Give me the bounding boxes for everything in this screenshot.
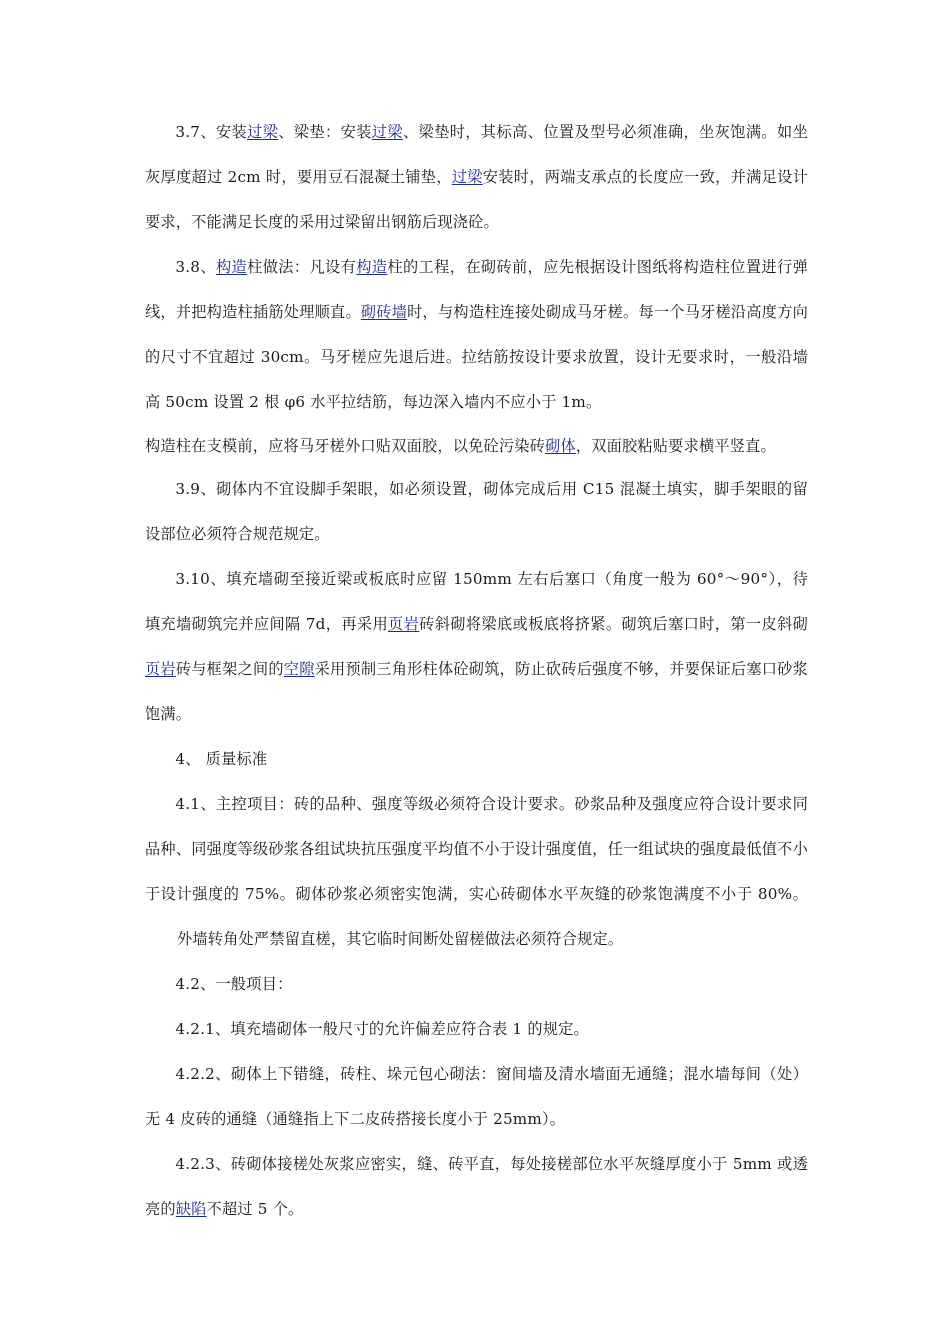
term-link[interactable]: 砌砖墙: [360, 303, 408, 321]
paragraph-4-2-1: [145, 1007, 808, 1052]
paragraph-text: 柱的工程，在砌砖前，应先根据设计图纸将构造柱位置进行弹线，并把构造柱插筋处理顺直。: [145, 258, 808, 321]
paragraph-text: 4.2.2、砌体上下错缝，砖柱、垛元包心砌法：窗间墙及清水墙面无通缝；混水墙每间（处）无 4 皮砖的通缝（通缝指上下二皮砖搭接长度小于 25mm）。: [145, 1065, 808, 1128]
paragraph-4-2-3: [145, 1142, 808, 1232]
paragraph-text: 4.2、一般项目：: [175, 975, 293, 993]
paragraph-3-10: [145, 557, 808, 737]
paragraph-text: ，双面胶粘贴要求横平竖直。: [575, 437, 776, 455]
paragraph-text: 、梁垫：安装: [278, 123, 372, 141]
term-link[interactable]: 过梁: [371, 123, 403, 141]
paragraph-text: 采用预制三角形柱体砼砌筑，防止砍砖后强度不够，并要保证后塞口砂浆饱满。: [145, 660, 808, 723]
term-link[interactable]: 页岩: [145, 660, 176, 678]
paragraph-text: 3.7、安装: [175, 123, 248, 141]
paragraph-text: 4.2.1、填充墙砌体一般尺寸的允许偏差应符合表 1 的规定。: [175, 1020, 589, 1038]
paragraph-text: 不超过 5 个。: [206, 1200, 304, 1218]
paragraph-text: 安装时，两端支承点的长度应一致，并满足设计要求，不能满足长度的采用过梁留出钢筋后现浇砼。: [145, 168, 808, 231]
term-link[interactable]: 缺陷: [175, 1200, 207, 1218]
paragraph-text: 柱做法：凡设有: [247, 258, 357, 276]
paragraph-text: 构造柱在支模前，应将马牙槎外口贴双面胶，以免砼污染砖: [145, 437, 546, 455]
term-link[interactable]: 砌体: [545, 437, 576, 455]
term-link[interactable]: 页岩: [388, 615, 420, 633]
paragraph-3-7: [145, 110, 808, 245]
document-body: [145, 110, 808, 1232]
paragraph-text: 砖与框架之间的: [175, 660, 284, 678]
paragraph-text: 4.1、主控项目：砖的品种、强度等级必须符合设计要求。砂浆品种及强度应符合设计要求同品种、同强度等级砂浆各组试块抗压强度平均值不小于设计强度值，任一组试块的强度最低值不小于设计强度的 75%。砌体砂浆必须密实饱满，实心砖砌体水平灰缝的砂浆饱满度不小于 80%。: [145, 795, 808, 903]
paragraph-text: 3.9、砌体内不宜设脚手架眼，如必须设置，砌体完成后用 C15 混凝土填实，脚手架眼的留设部位必须符合规范规定。: [145, 480, 808, 543]
paragraph-text: 外墙转角处严禁留直槎，其它临时间断处留槎做法必须符合规定。: [177, 930, 624, 948]
paragraph-3-9: [145, 467, 808, 557]
paragraph-text: 4、 质量标准: [175, 750, 268, 768]
term-link[interactable]: 过梁: [247, 123, 279, 141]
paragraph-text: 砖斜砌将梁底或板底将挤紧。砌筑后塞口时，第一皮斜砌: [419, 615, 808, 633]
term-link[interactable]: 构造: [215, 258, 248, 276]
paragraph-3-8: [145, 245, 808, 425]
paragraph-4-1: [145, 782, 808, 962]
paragraph-4-2: [145, 962, 808, 1007]
term-link[interactable]: 构造: [356, 258, 388, 276]
paragraph-text: 时，与构造柱连接处砌成马牙槎。每一个马牙槎沿高度方向的尺寸不宜超过 30cm。马牙槎应先退后进。拉结筋按设计要求放置，设计无要求时，一般沿墙高 50cm 设置 2 根 φ6 水平拉结筋，每边深入墙内不应小于 1m。: [145, 303, 808, 411]
paragraph-text: 、梁垫时，其标高、位置及型号必须准确，坐灰饱满。如坐灰厚度超过 2cm 时，要用豆石混凝土铺垫，: [145, 123, 808, 186]
paragraph-4-2-2: [145, 1052, 808, 1142]
paragraph-text: 3.10、填充墙砌至接近梁或板底时应留 150mm 左右后塞口（角度一般为 60°～90°），待填充墙砌筑完并应间隔 7d，再采用: [145, 570, 808, 633]
paragraph-4: [145, 737, 808, 782]
term-link[interactable]: 空隙: [283, 660, 315, 678]
term-link[interactable]: 过梁: [451, 168, 483, 186]
paragraph-text: 3.8、: [175, 258, 216, 276]
paragraph-text: 4.2.3、砖砌体接槎处灰浆应密实，缝、砖平直，每处接槎部位水平灰缝厚度小于 5mm 或透亮的: [145, 1155, 808, 1218]
paragraph-3-8-b: [145, 425, 808, 467]
